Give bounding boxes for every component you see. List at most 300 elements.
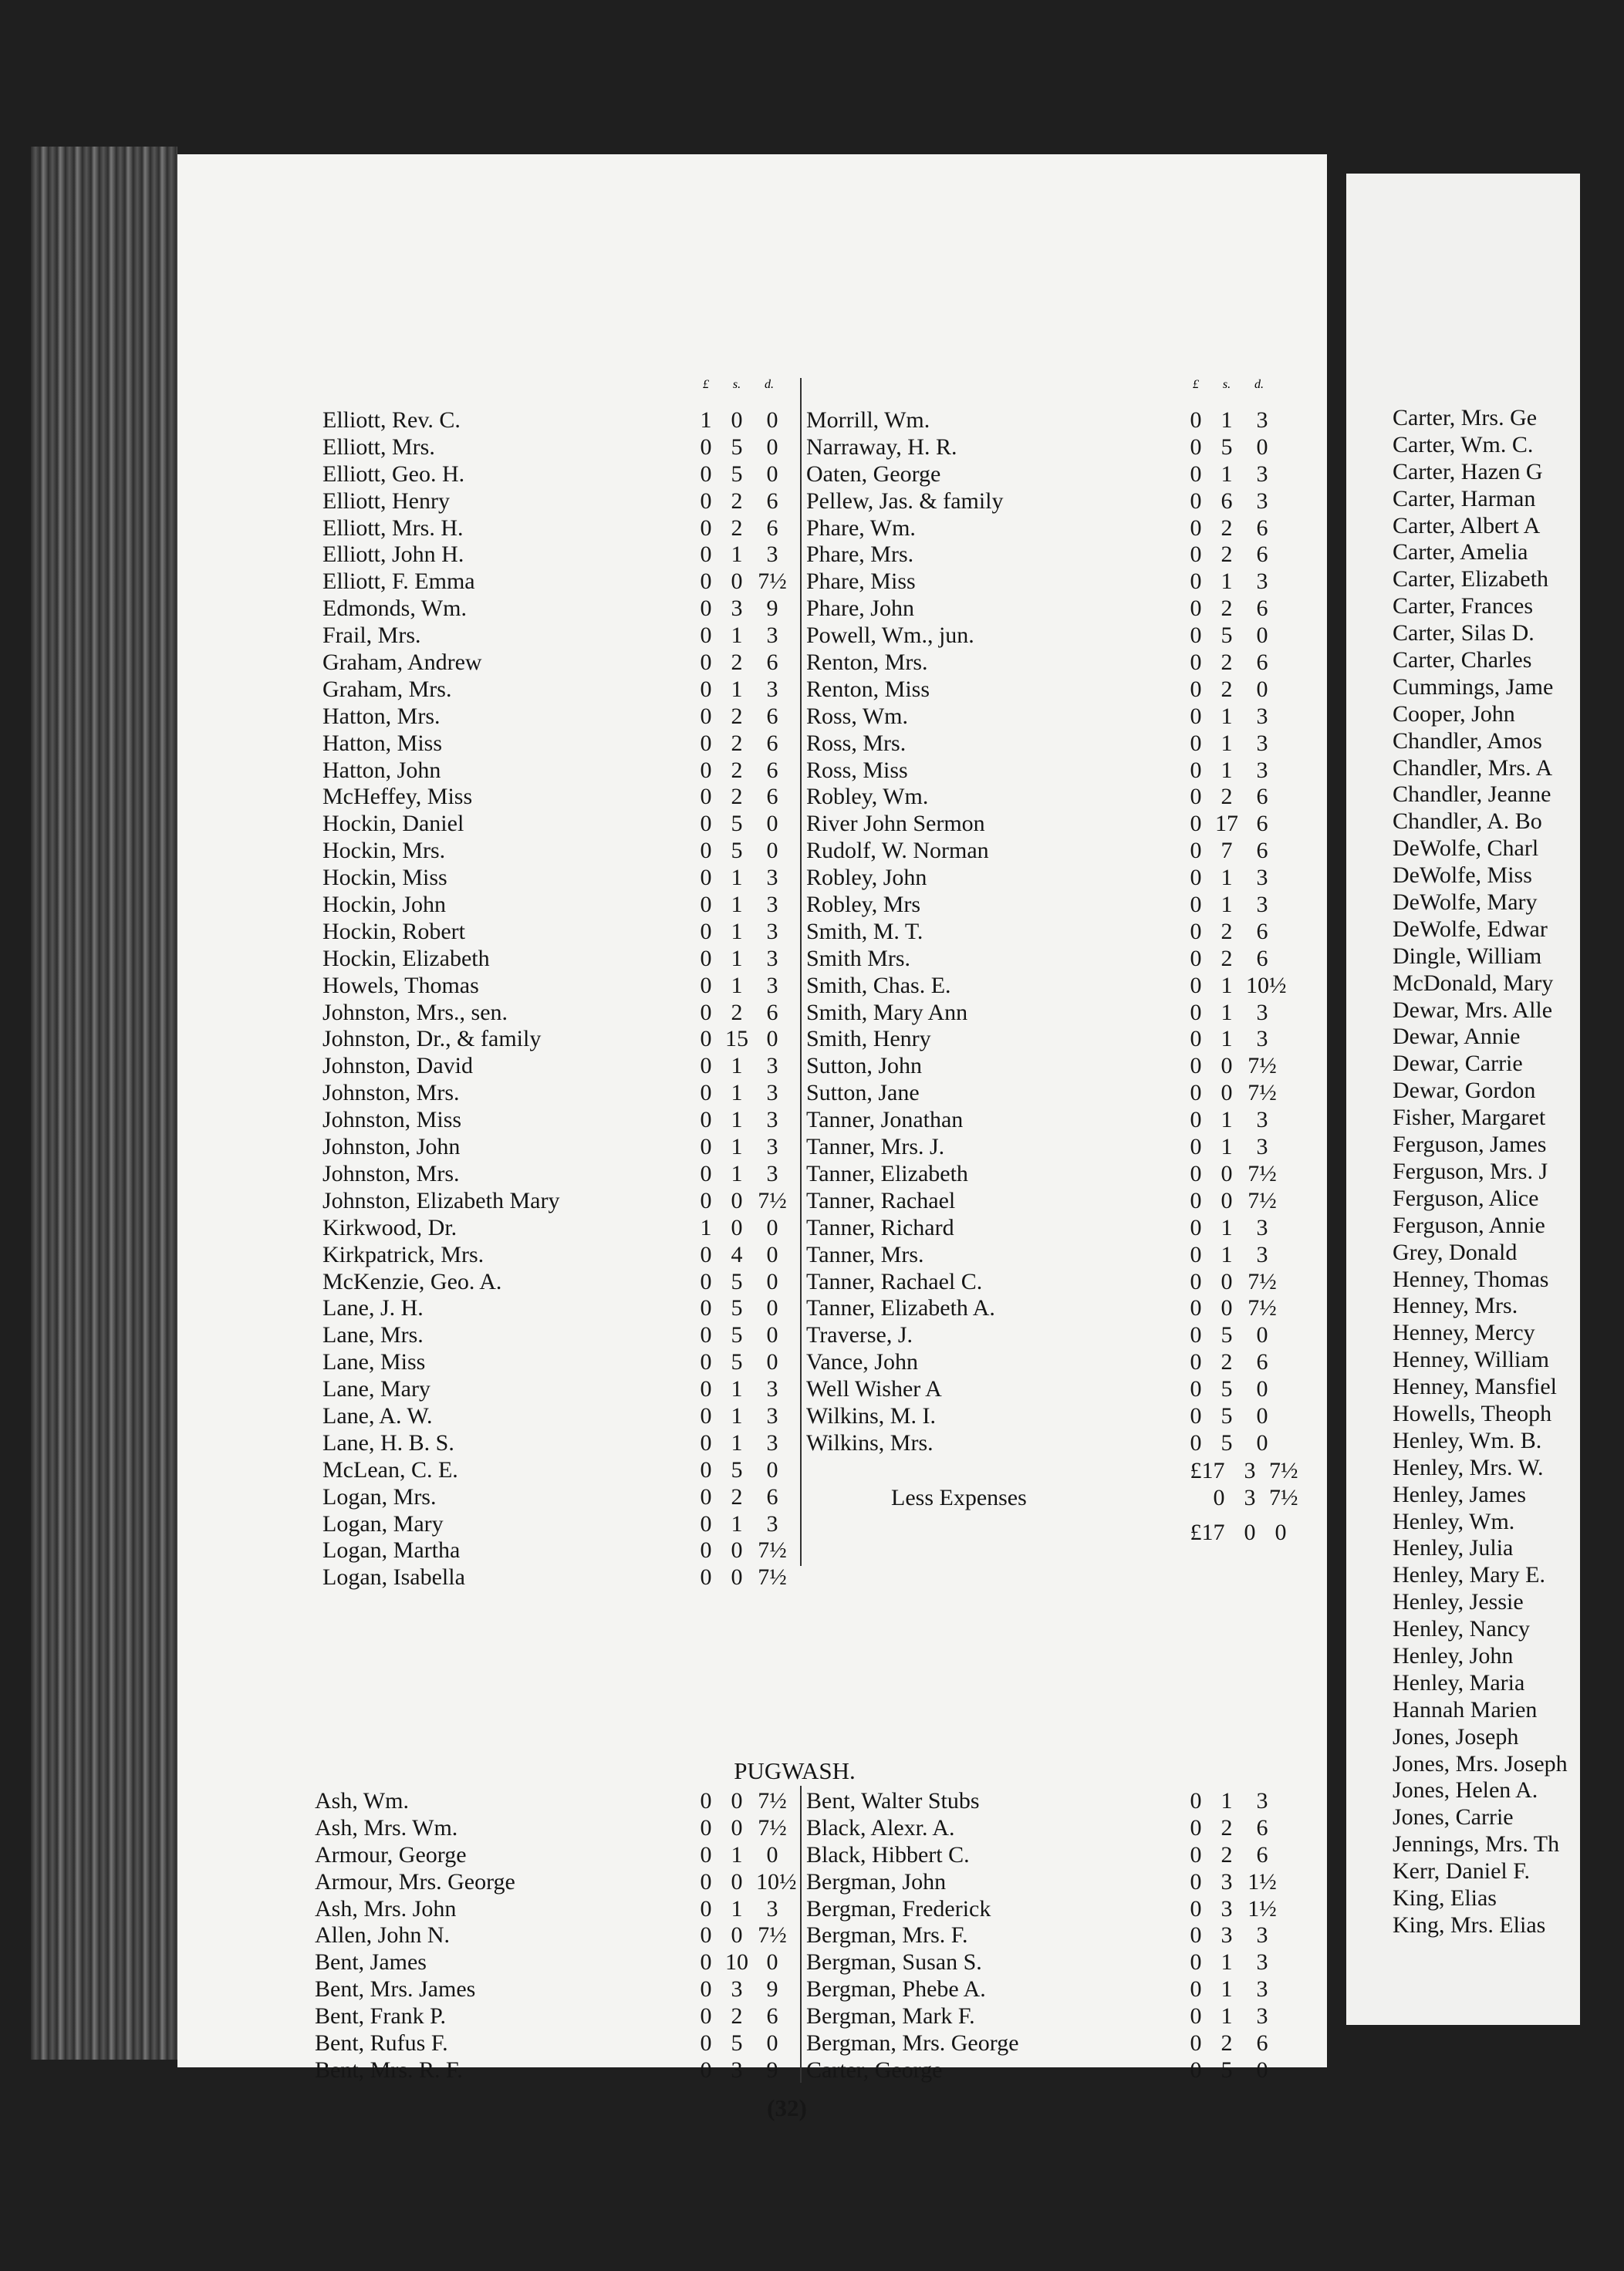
subscriber-name: Black, Alexr. A. xyxy=(806,1814,955,1841)
facing-page-name: Henley, Wm. B. xyxy=(1393,1427,1542,1453)
pence-amount: 3 xyxy=(766,945,778,971)
pence-amount: 3 xyxy=(766,1402,778,1429)
ledger-row xyxy=(806,2003,1300,2030)
pounds-amount: 0 xyxy=(1190,1814,1202,1841)
shillings-amount: 1 xyxy=(731,972,743,998)
facing-page-name: Ferguson, Mrs. J xyxy=(1393,1158,1548,1184)
subscriber-name: Hockin, Daniel xyxy=(322,811,464,837)
pounds-amount: 0 xyxy=(700,623,712,649)
ledger-row xyxy=(322,758,793,785)
subscriber-name: McLean, C. E. xyxy=(322,1456,458,1483)
ledger-row xyxy=(806,973,1300,1000)
pence-amount: 10½ xyxy=(756,1868,797,1895)
subscriber-name: Elliott, Mrs. xyxy=(322,434,435,460)
pence-amount: 0 xyxy=(766,1456,778,1483)
ledger-row xyxy=(806,461,1300,488)
shillings-amount: 1 xyxy=(731,1402,743,1429)
shillings-amount: 2 xyxy=(1221,1841,1233,1868)
ledger-page xyxy=(177,154,1327,2121)
facing-page-name: Dewar, Carrie xyxy=(1393,1051,1523,1077)
ledger-row xyxy=(806,569,1300,596)
ledger-row xyxy=(315,1842,793,1869)
facing-page-name: Henney, Mansfiel xyxy=(1393,1374,1557,1400)
pounds-amount: 0 xyxy=(1190,1241,1202,1267)
page-number: (32) xyxy=(767,2094,807,2121)
pence-amount: 3 xyxy=(766,1134,778,1160)
less-expenses-label: Less Expenses xyxy=(891,1484,1027,1510)
shillings-amount: 2 xyxy=(1221,542,1233,568)
ledger-row xyxy=(322,811,793,838)
subscriber-name: Ross, Wm. xyxy=(806,703,908,729)
subscriber-name: Tanner, Rachael C. xyxy=(806,1268,983,1294)
subscriber-name: Morrill, Wm. xyxy=(806,407,930,433)
shillings-amount: 1 xyxy=(731,1376,743,1402)
pence-amount: 7½ xyxy=(1248,1268,1277,1294)
subscriber-name: Bergman, John xyxy=(806,1868,947,1895)
pounds-amount: 0 xyxy=(700,945,712,971)
facing-page xyxy=(1346,174,1580,2025)
section-heading: PUGWASH. xyxy=(734,1757,856,1784)
ledger-row xyxy=(322,1537,793,1564)
pence-amount: 3 xyxy=(1256,1214,1268,1240)
ledger-row xyxy=(806,1869,1300,1896)
pounds-amount: 0 xyxy=(1190,784,1202,810)
shillings-amount: 5 xyxy=(1221,1429,1233,1456)
shillings-amount: 10 xyxy=(725,1949,748,1976)
shillings-amount: 1 xyxy=(731,945,743,971)
facing-page-name: Ferguson, James xyxy=(1393,1132,1547,1158)
ledger-row xyxy=(322,1511,793,1538)
ledger-row xyxy=(806,946,1300,973)
shillings-amount: 0 xyxy=(731,1814,743,1841)
subscriber-name: Logan, Isabella xyxy=(322,1564,465,1591)
pence-amount: 7½ xyxy=(758,1788,787,1814)
pounds-amount: 0 xyxy=(700,1268,712,1294)
pence-header: d. xyxy=(1254,378,1264,391)
ledger-row xyxy=(806,1349,1300,1376)
pounds-amount: 0 xyxy=(1190,1895,1202,1922)
pence-amount: 6 xyxy=(766,2003,778,2030)
pounds-amount: 0 xyxy=(1190,2030,1202,2057)
subscriber-name: Smith, Henry xyxy=(806,1026,931,1052)
shillings-amount: 1 xyxy=(731,1053,743,1079)
pounds-amount: 0 xyxy=(700,1241,712,1267)
subscriber-name: Renton, Miss xyxy=(806,676,930,702)
subscriber-name: Phare, John xyxy=(806,596,914,622)
shillings-amount: 0 xyxy=(731,1564,743,1591)
ledger-row xyxy=(322,946,793,973)
shillings-amount: 1 xyxy=(1221,972,1233,998)
shillings-amount: 2 xyxy=(1221,2030,1233,2057)
pence-amount: 6 xyxy=(1256,650,1268,676)
shillings-amount: 5 xyxy=(731,2030,743,2057)
pounds-amount: 0 xyxy=(700,434,712,460)
pounds-amount: 0 xyxy=(1190,1429,1202,1456)
subscriber-name: Johnston, John xyxy=(322,1134,461,1160)
less-expenses-row: Less Expenses 0 3 7½ xyxy=(891,1484,1298,1510)
shillings-amount: 3 xyxy=(1221,1868,1233,1895)
pence-header: d. xyxy=(765,378,774,391)
pounds-amount: 0 xyxy=(700,1510,712,1537)
pence-amount: 0 xyxy=(766,811,778,837)
pence-amount: 0 xyxy=(766,1295,778,1321)
pounds-amount: 0 xyxy=(1190,434,1202,460)
shillings-amount: 5 xyxy=(731,838,743,864)
shillings-amount: 1 xyxy=(1221,999,1233,1025)
shillings-amount: 2 xyxy=(731,999,743,1025)
subscriber-name: Hatton, John xyxy=(322,757,441,783)
facing-page-name: Carter, Amelia xyxy=(1393,539,1528,565)
subscriber-name: Wilkins, M. I. xyxy=(806,1402,936,1429)
pence-amount: 0 xyxy=(766,1241,778,1267)
ledger-row xyxy=(806,1842,1300,1869)
subscriber-name: Vance, John xyxy=(806,1349,918,1375)
totals-block xyxy=(806,1458,1300,1547)
pounds-amount: 0 xyxy=(700,2003,712,2030)
subscriber-name: Lane, Miss xyxy=(322,1349,426,1375)
facing-page-name: Grey, Donald xyxy=(1393,1239,1518,1265)
facing-page-name: Jones, Mrs. Joseph xyxy=(1393,1750,1568,1777)
pence-amount: 6 xyxy=(766,730,778,756)
ledger-row xyxy=(322,1484,793,1511)
shillings-amount: 2 xyxy=(1221,784,1233,810)
subscriber-name: Logan, Martha xyxy=(322,1537,461,1564)
facing-page-name: McDonald, Mary xyxy=(1393,970,1554,996)
pounds-amount: 0 xyxy=(700,1349,712,1375)
pounds-amount: 0 xyxy=(1190,596,1202,622)
subscriber-name: Smith, Chas. E. xyxy=(806,972,951,998)
pounds-amount: 0 xyxy=(1190,1026,1202,1052)
facing-page-name: Henney, Mrs. xyxy=(1393,1293,1518,1319)
pence-amount: 3 xyxy=(1256,1949,1268,1976)
pence-amount: 6 xyxy=(1256,838,1268,864)
subscriber-name: Wilkins, Mrs. xyxy=(806,1429,934,1456)
pounds-amount: 0 xyxy=(700,865,712,891)
ledger-row xyxy=(322,407,793,434)
subscriber-name: Bent, Frank P. xyxy=(315,2003,447,2030)
subscriber-name: Hockin, Miss xyxy=(322,865,447,891)
subtotal-row: £17 3 7½ xyxy=(1190,1458,1298,1483)
subscriber-name: Sutton, John xyxy=(806,1053,923,1079)
subscriber-name: River John Sermon xyxy=(806,811,985,837)
pounds-amount: 0 xyxy=(700,1537,712,1564)
facing-page-name: Carter, Elizabeth xyxy=(1393,566,1549,592)
subscriber-name: Robley, Wm. xyxy=(806,784,929,810)
pence-amount: 7½ xyxy=(758,1922,787,1949)
pounds-amount: 0 xyxy=(700,1322,712,1348)
facing-page-name: Howells, Theoph xyxy=(1393,1400,1552,1426)
subscriber-name: Bergman, Susan S. xyxy=(806,1949,982,1976)
pence-amount: 0 xyxy=(766,1349,778,1375)
shillings-amount: 1 xyxy=(731,542,743,568)
ledger-row xyxy=(322,1269,793,1296)
subscriber-name: Powell, Wm., jun. xyxy=(806,623,974,649)
pounds-amount: 0 xyxy=(1190,811,1202,837)
subscriber-name: Kirkpatrick, Mrs. xyxy=(322,1241,484,1267)
pounds-amount: 0 xyxy=(1190,1053,1202,1079)
ledger-row xyxy=(322,865,793,892)
shillings-amount: 15 xyxy=(725,1026,748,1052)
pence-amount: 6 xyxy=(766,757,778,783)
pence-amount: 3 xyxy=(1256,999,1268,1025)
pence-amount: 3 xyxy=(1256,1788,1268,1814)
subscriber-name: Logan, Mrs. xyxy=(322,1483,437,1510)
ledger-row xyxy=(322,1349,793,1376)
shillings-amount: 5 xyxy=(1221,1376,1233,1402)
pounds-amount: 0 xyxy=(700,1976,712,2003)
pounds-amount: 0 xyxy=(700,1080,712,1106)
ledger-row xyxy=(322,784,793,811)
facing-page-name: Henney, William xyxy=(1393,1347,1549,1373)
pounds-amount: 0 xyxy=(700,1026,712,1052)
ledger-row xyxy=(322,515,793,542)
ledger-row xyxy=(806,542,1300,569)
pounds-amount: 0 xyxy=(700,918,712,944)
subscriber-name: Armour, George xyxy=(315,1841,467,1868)
pence-amount: 3 xyxy=(766,542,778,568)
pence-amount: 0 xyxy=(766,407,778,433)
ledger-row xyxy=(806,407,1300,434)
facing-page-name: Dingle, William xyxy=(1393,943,1542,969)
shillings-amount: 0 xyxy=(1221,1053,1233,1079)
pence-amount: 7½ xyxy=(1248,1295,1277,1321)
shillings-amount: 5 xyxy=(1221,2057,1233,2083)
shillings-amount: 1 xyxy=(731,1841,743,1868)
subscriber-name: Ash, Wm. xyxy=(315,1788,409,1814)
ledger-row xyxy=(806,1080,1300,1107)
shillings-amount: 2 xyxy=(731,650,743,676)
subscriber-name: Elliott, F. Emma xyxy=(322,569,475,595)
subscriber-name: Hatton, Miss xyxy=(322,730,443,756)
shillings-amount: 3 xyxy=(731,596,743,622)
shillings-amount: 0 xyxy=(1221,1080,1233,1106)
shillings-amount: 5 xyxy=(731,811,743,837)
pounds-amount: 0 xyxy=(700,1295,712,1321)
pence-amount: 0 xyxy=(766,1026,778,1052)
ledger-row xyxy=(322,892,793,919)
facing-page-name: Jennings, Mrs. Th xyxy=(1393,1831,1560,1858)
pounds-amount: 0 xyxy=(1190,407,1202,433)
shillings-amount: 1 xyxy=(731,1134,743,1160)
ledger-row xyxy=(806,1949,1300,1976)
pence-amount: 3 xyxy=(766,972,778,998)
ledger-row xyxy=(806,1976,1300,2003)
pence-amount: 6 xyxy=(766,703,778,729)
pounds-amount: 0 xyxy=(700,1922,712,1949)
ledger-row xyxy=(806,919,1300,946)
subscriber-name: Pellew, Jas. & family xyxy=(806,488,1004,514)
facing-page-name: Cummings, Jame xyxy=(1393,673,1554,700)
pounds-amount: 0 xyxy=(700,838,712,864)
shillings-amount: 1 xyxy=(731,623,743,649)
subscriber-name: Smith, M. T. xyxy=(806,918,923,944)
pence-amount: 6 xyxy=(1256,1349,1268,1375)
ledger-row xyxy=(806,1815,1300,1842)
pence-amount: 3 xyxy=(766,892,778,918)
facing-page-name: Carter, Mrs. Ge xyxy=(1393,405,1538,430)
subscriber-name: Johnston, Miss xyxy=(322,1107,462,1133)
pence-amount: 6 xyxy=(1256,1814,1268,1841)
ledger-row xyxy=(806,1053,1300,1080)
pounds-amount: 0 xyxy=(1190,1214,1202,1240)
pounds-amount: 0 xyxy=(1190,1268,1202,1294)
ledger-row xyxy=(322,1107,793,1134)
pence-amount: 0 xyxy=(1256,676,1268,702)
pence-amount: 6 xyxy=(766,515,778,541)
pence-amount: 0 xyxy=(766,434,778,460)
subscriber-name: Narraway, H. R. xyxy=(806,434,957,460)
shillings-amount: 1 xyxy=(1221,1107,1233,1133)
pounds-amount: 0 xyxy=(1190,730,1202,756)
ledger-row xyxy=(322,1080,793,1107)
subscriber-name: Bent, Rufus F. xyxy=(315,2030,448,2057)
pence-amount: 3 xyxy=(766,1107,778,1133)
ledger-row xyxy=(806,1188,1300,1215)
subscriber-name: McHeffey, Miss xyxy=(322,784,473,810)
shillings-amount: 1 xyxy=(1221,407,1233,433)
pounds-amount: 0 xyxy=(1190,1841,1202,1868)
pounds-amount: 0 xyxy=(700,1429,712,1456)
pence-amount: 3 xyxy=(1256,730,1268,756)
subscriber-name: Smith, Mary Ann xyxy=(806,999,968,1025)
pence-amount: 3 xyxy=(766,676,778,702)
shillings-amount: 2 xyxy=(731,2003,743,2030)
pence-amount: 6 xyxy=(1256,918,1268,944)
pounds-amount: 0 xyxy=(1190,1402,1202,1429)
subscriber-name: Elliott, John H. xyxy=(322,542,464,568)
pence-amount: 6 xyxy=(1256,542,1268,568)
subscriber-name: Hockin, Elizabeth xyxy=(322,945,490,971)
pence-amount: 9 xyxy=(766,596,778,622)
ledger-row xyxy=(315,2003,793,2030)
pounds-amount: 0 xyxy=(1190,2057,1202,2083)
pence-amount: 3 xyxy=(766,1376,778,1402)
ledger-row xyxy=(806,1134,1300,1161)
facing-page-name: Jones, Helen A. xyxy=(1393,1777,1538,1804)
subscriber-name: Smith Mrs. xyxy=(806,945,911,971)
pence-amount: 6 xyxy=(1256,1841,1268,1868)
ledger-row xyxy=(806,515,1300,542)
pounds-amount: 0 xyxy=(700,1456,712,1483)
pounds-amount: 0 xyxy=(700,2030,712,2057)
subscriber-name: Traverse, J. xyxy=(806,1322,913,1348)
ledger-row xyxy=(322,1215,793,1242)
pence-amount: 3 xyxy=(1256,1976,1268,2003)
pounds-amount: 0 xyxy=(700,972,712,998)
pence-amount: 6 xyxy=(1256,945,1268,971)
ledger-row xyxy=(806,784,1300,811)
pence-amount: 6 xyxy=(766,784,778,810)
subscriber-name: Renton, Mrs. xyxy=(806,650,928,676)
subscriber-name: Tanner, Rachael xyxy=(806,1187,956,1213)
pence-amount: 0 xyxy=(1256,434,1268,460)
subscriber-name: Phare, Wm. xyxy=(806,515,916,541)
subscriber-name: Johnston, Mrs., sen. xyxy=(322,999,508,1025)
shillings-amount: 2 xyxy=(731,515,743,541)
total-row: £17 0 0 xyxy=(1190,1519,1287,1545)
shillings-amount: 3 xyxy=(731,2057,743,2083)
shillings-amount: 2 xyxy=(731,488,743,514)
facing-page-name: Dewar, Annie xyxy=(1393,1024,1521,1050)
pence-amount: 3 xyxy=(1256,488,1268,514)
pounds-amount: 0 xyxy=(700,488,712,514)
subscriber-name: Logan, Mary xyxy=(322,1510,444,1537)
ledger-row xyxy=(806,1026,1300,1053)
pence-amount: 1½ xyxy=(1248,1895,1277,1922)
pence-amount: 0 xyxy=(1256,623,1268,649)
ledger-row xyxy=(322,623,793,650)
subscriber-name: Johnston, Mrs. xyxy=(322,1080,460,1106)
ledger-row xyxy=(806,488,1300,515)
pounds-amount: 0 xyxy=(1190,972,1202,998)
shillings-amount: 1 xyxy=(731,1080,743,1106)
ledger-row xyxy=(322,461,793,488)
shillings-amount: 2 xyxy=(731,1483,743,1510)
subscriber-name: Bergman, Mrs. George xyxy=(806,2030,1019,2057)
ledger-row xyxy=(806,1430,1300,1457)
pounds-amount: 0 xyxy=(700,1160,712,1186)
pounds-amount: 0 xyxy=(1190,757,1202,783)
pence-amount: 3 xyxy=(766,918,778,944)
subscriber-name: Hockin, John xyxy=(322,892,446,918)
subscriber-name: Lane, Mrs. xyxy=(322,1322,424,1348)
pounds-amount: 0 xyxy=(1190,1376,1202,1402)
ledger-row xyxy=(806,1161,1300,1188)
shillings-amount: 5 xyxy=(731,1295,743,1321)
pence-amount: 0 xyxy=(1256,1402,1268,1429)
ledger-row xyxy=(806,434,1300,461)
ledger-row xyxy=(806,731,1300,758)
subscriber-name: Hockin, Mrs. xyxy=(322,838,446,864)
subscriber-name: Well Wisher A xyxy=(806,1376,942,1402)
pence-amount: 3 xyxy=(766,1510,778,1537)
ledger-row xyxy=(315,1922,793,1949)
pence-amount: 3 xyxy=(766,623,778,649)
pounds-amount: 0 xyxy=(1190,838,1202,864)
facing-page-name: Chandler, Mrs. A xyxy=(1393,754,1553,781)
facing-page-name: Jones, Carrie xyxy=(1393,1804,1514,1831)
pounds-amount: 0 xyxy=(700,461,712,487)
pounds-amount: 0 xyxy=(700,811,712,837)
ledger-row xyxy=(806,2057,1300,2084)
pugwash-right-entries xyxy=(806,1788,1300,2084)
subscriber-name: Graham, Andrew xyxy=(322,650,482,676)
shillings-amount: 6 xyxy=(1221,488,1233,514)
subscriber-name: Tanner, Jonathan xyxy=(806,1107,964,1133)
pounds-amount: 0 xyxy=(1190,1868,1202,1895)
ledger-row xyxy=(806,1107,1300,1134)
shillings-header: s. xyxy=(732,378,741,391)
subscriber-name: Bergman, Mark F. xyxy=(806,2003,975,2030)
pounds-amount: 0 xyxy=(700,703,712,729)
pounds-amount: 0 xyxy=(700,1814,712,1841)
facing-page-name: Carter, Frances xyxy=(1393,593,1534,619)
pence-amount: 0 xyxy=(766,838,778,864)
pence-amount: 3 xyxy=(766,1160,778,1186)
facing-page-name: Henley, James xyxy=(1393,1481,1526,1507)
subscriber-name: Elliott, Henry xyxy=(322,488,450,514)
ledger-row xyxy=(322,1161,793,1188)
pounds-amount: 0 xyxy=(1190,865,1202,891)
subscriber-name: Bent, Walter Stubs xyxy=(806,1788,980,1814)
subscriber-name: Bergman, Frederick xyxy=(806,1895,991,1922)
shillings-amount: 5 xyxy=(1221,1322,1233,1348)
ledger-row xyxy=(806,1322,1300,1349)
pounds-amount: 0 xyxy=(1190,2003,1202,2030)
facing-page-name: Ferguson, Alice xyxy=(1393,1185,1539,1211)
facing-page-name: King, Mrs. Elias xyxy=(1393,1912,1546,1938)
pence-amount: 7½ xyxy=(758,569,787,595)
